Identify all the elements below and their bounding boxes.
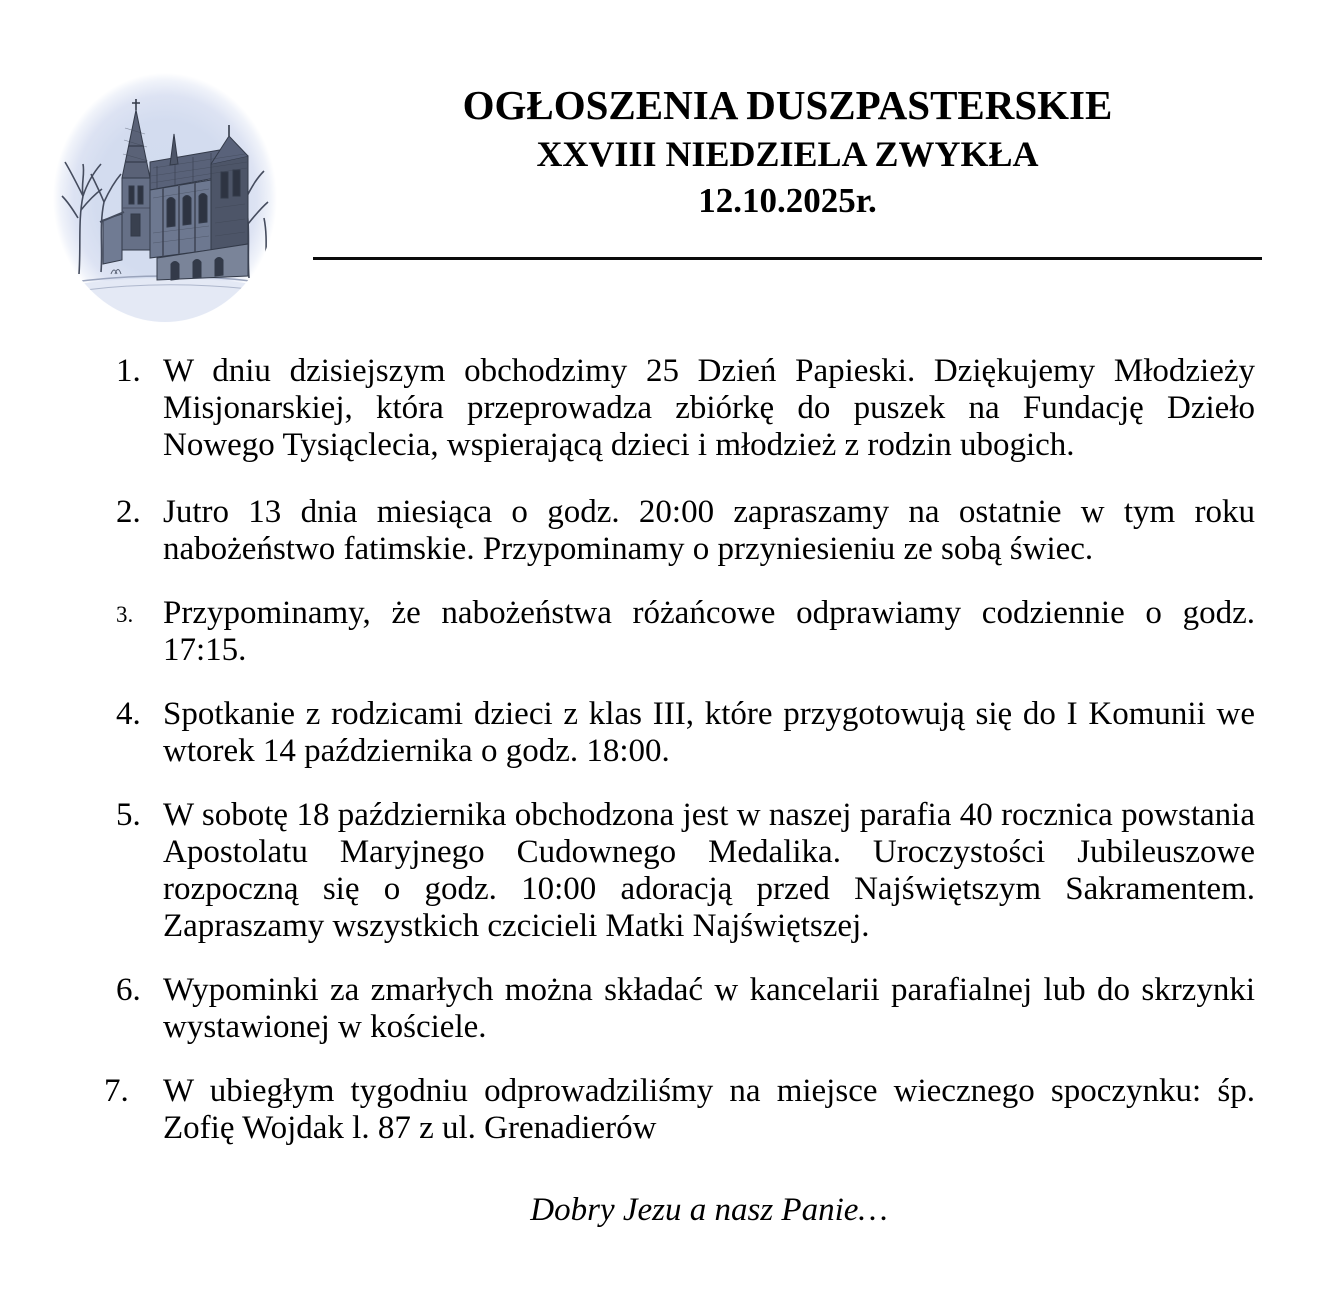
announcement-item-6 xyxy=(0,972,1255,1046)
church-illustration xyxy=(45,68,285,328)
header-divider xyxy=(313,257,1262,260)
date-line: 12.10.2025r. xyxy=(698,181,877,220)
item-number: 6. xyxy=(116,972,141,1008)
item-text: Jutro 13 dnia miesiąca o godz. 20:00 zapraszamy na ostatnie w tym roku nabożeństwo fatimskie. Przypominamy o przyniesieniu ze sobą świec. xyxy=(163,494,1255,567)
announcement-item-2 xyxy=(0,494,1255,568)
item-number: 5. xyxy=(116,797,141,833)
announcement-item-5 xyxy=(0,797,1255,945)
item-text: Wypominki za zmarłych można składać w kancelarii parafialnej lub do skrzynki wystawionej w kościele. xyxy=(163,972,1255,1045)
closing-prayer-line: Dobry Jezu a nasz Panie… xyxy=(530,1192,888,1228)
item-text: Spotkanie z rodzicami dzieci z klas III, które przygotowują się do I Komunii we wtorek 14 października o godz. 18:00. xyxy=(163,696,1255,769)
item-number: 4. xyxy=(116,696,141,732)
item-text: W sobotę 18 października obchodzona jest w naszej parafia 40 rocznica powstania Apostolatu Maryjnego Cudownego Medalika. Uroczystości Jubileuszowe rozpoczną się o godz. 10:00 adoracją przed Najświętszym Sakramentem. Zapraszamy wszystkich czcicieli Matki Najświętszej. xyxy=(163,797,1255,944)
church-vignette-image xyxy=(45,68,285,328)
announcement-item-3 xyxy=(0,595,1255,669)
item-text: W ubiegłym tygodniu odprowadziliśmy na miejsce wiecznego spoczynku: śp. Zofię Wojdak l. 87 z ul. Grenadierów xyxy=(163,1073,1255,1146)
item-text: Przypominamy, że nabożeństwa różańcowe odprawiamy codziennie o godz. 17:15. xyxy=(163,595,1255,668)
item-number: 3. xyxy=(116,602,134,627)
item-number: 7. xyxy=(104,1073,129,1109)
announcement-item-7 xyxy=(0,1073,1255,1147)
announcement-item-1 xyxy=(0,353,1255,464)
announcement-list xyxy=(0,353,1255,1174)
page-title: OGŁOSZENIA DUSZPASTERSKIE xyxy=(462,82,1113,128)
sunday-subtitle: XXVIII NIEDZIELA ZWYKŁA xyxy=(536,134,1039,174)
item-number: 2. xyxy=(116,494,141,530)
item-text: W dniu dzisiejszym obchodzimy 25 Dzień Papieski. Dziękujemy Młodzieży Misjonarskiej, która przeprowadza zbiórkę do puszek na Fundację Dzieło Nowego Tysiąclecia, wspierającą dzieci i młodzież z rodzin ubogich. xyxy=(163,353,1255,463)
item-number: 1. xyxy=(116,353,141,389)
announcement-item-4 xyxy=(0,696,1255,770)
bulletin-header xyxy=(313,80,1262,224)
